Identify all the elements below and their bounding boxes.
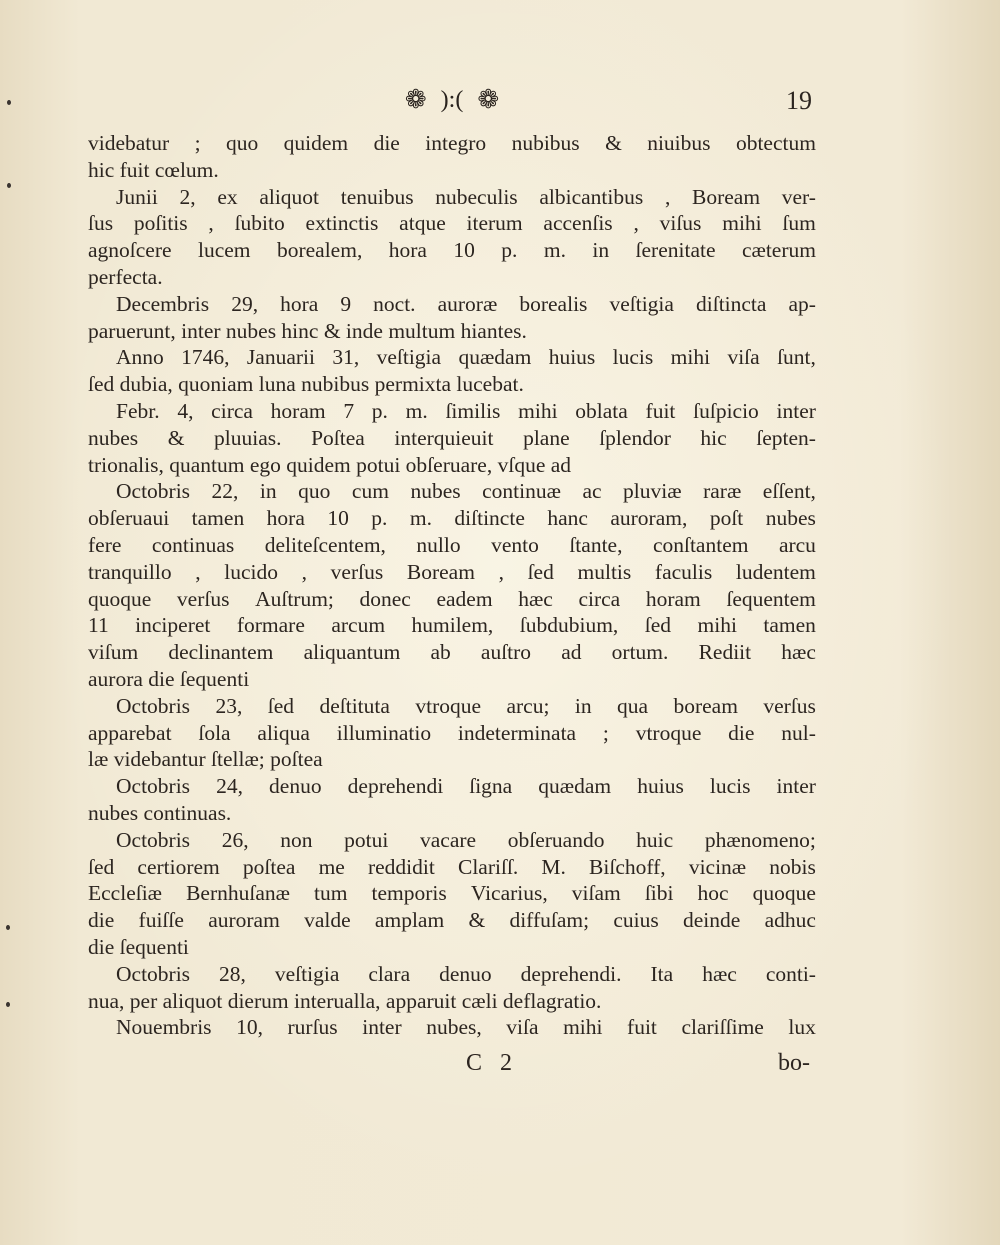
text-line: perfecta. [88, 264, 163, 289]
text-line: Octobris 23, ſed deſtituta vtroque arcu; in qua boream verſus [116, 693, 816, 718]
body-text [88, 130, 816, 1041]
text-line: 11 inciperet formare arcum humilem, ſubdubium, ſed mihi tamen [88, 613, 816, 638]
ornament-separator: ):( [440, 86, 464, 113]
text-line: videbatur ; quo quidem die integro nubibus & niuibus obtectum [88, 131, 816, 155]
page-number: 19 [786, 86, 812, 115]
text-line: nubes & pluuias. Poſtea interquieuit plane ſplendor hic ſepten- [88, 425, 816, 450]
text-line: fere continuas deliteſcentem, nullo vento ſtante, conſtantem arcu [88, 532, 816, 557]
text-line: Anno 1746, Januarii 31, veſtigia quædam huius lucis mihi viſa ſunt, [116, 345, 816, 370]
text-line: Octobris 22, in quo cum nubes continuæ ac pluviæ raræ eſſent, [116, 479, 816, 504]
text-line: nubes continuas. [88, 800, 232, 825]
text-line: ſed certiorem poſtea me reddidit Clariſſ. M. Biſchoff, vicinæ nobis [88, 854, 816, 879]
text-line: die ſequenti [88, 934, 189, 959]
page-footer [0, 1050, 1000, 1080]
text-line: nua, per aliquot dierum interualla, apparuit cæli deflagratio. [88, 988, 602, 1013]
text-line: læ videbantur ſtellæ; poſtea [88, 747, 323, 772]
text-line: Octobris 26, non potui vacare obſeruando huic phænomeno; [116, 827, 816, 852]
signature-mark: C 2 [466, 1050, 519, 1076]
text-line: aurora die ſequenti [88, 666, 250, 691]
text-line: Octobris 24, denuo deprehendi ſigna quædam huius lucis inter [116, 774, 816, 799]
text-line: quoque verſus Auſtrum; donec eadem hæc circa horam ſequentem [88, 586, 816, 611]
text-line: hic fuit cœlum. [88, 157, 219, 182]
ink-speck [6, 1002, 10, 1007]
catchword: bo- [778, 1050, 810, 1076]
text-line: Decembris 29, hora 9 noct. auroræ borealis veſtigia diſtincta ap- [116, 291, 816, 316]
text-line: apparebat ſola aliqua illuminatio indeterminata ; vtroque die nul- [88, 720, 816, 745]
text-line: ſus poſitis , ſubito extinctis atque iterum accenſis , viſus mihi ſum [88, 211, 816, 236]
ink-speck [6, 925, 10, 930]
text-line: Febr. 4, circa horam 7 p. m. ſimilis mihi oblata fuit ſuſpicio inter [116, 398, 816, 423]
text-line: Junii 2, ex aliquot tenuibus nubeculis albicantibus , Boream ver- [116, 184, 816, 209]
text-line: trionalis, quantum ego quidem potui obſeruare, vſque ad [88, 452, 572, 477]
text-line: viſum declinantem aliquantum ab auſtro ad ortum. Rediit hæc [88, 640, 816, 665]
text-line: paruerunt, inter nubes hinc & inde multum hiantes. [88, 318, 527, 343]
text-line: ſed dubia, quoniam luna nubibus permixta lucebat. [88, 372, 524, 397]
text-line: Eccleſiæ Bernhuſanæ tum temporis Vicarius, viſam ſibi hoc quoque [88, 881, 816, 906]
text-line: die fuiſſe auroram valde amplam & diffuſam; cuius deinde adhuc [88, 908, 816, 933]
text-line: Nouembris 10, rurſus inter nubes, viſa mihi fuit clariſſime lux [116, 1015, 816, 1040]
flower-ornament-icon: ❁ [404, 85, 427, 114]
ink-speck [7, 100, 11, 105]
header-ornament [372, 84, 532, 116]
flower-ornament-icon: ❁ [477, 85, 500, 114]
ink-speck [7, 183, 11, 188]
text-line: tranquillo , lucido , verſus Boream , ſed multis faculis ludentem [88, 559, 816, 584]
text-line: agnoſcere lucem borealem, hora 10 p. m. in ſerenitate cæterum [88, 238, 816, 263]
text-line: obſeruaui tamen hora 10 p. m. diſtincte hanc auroram, poſt nubes [88, 506, 816, 531]
text-line: Octobris 28, veſtigia clara denuo deprehendi. Ita hæc conti- [116, 961, 816, 986]
